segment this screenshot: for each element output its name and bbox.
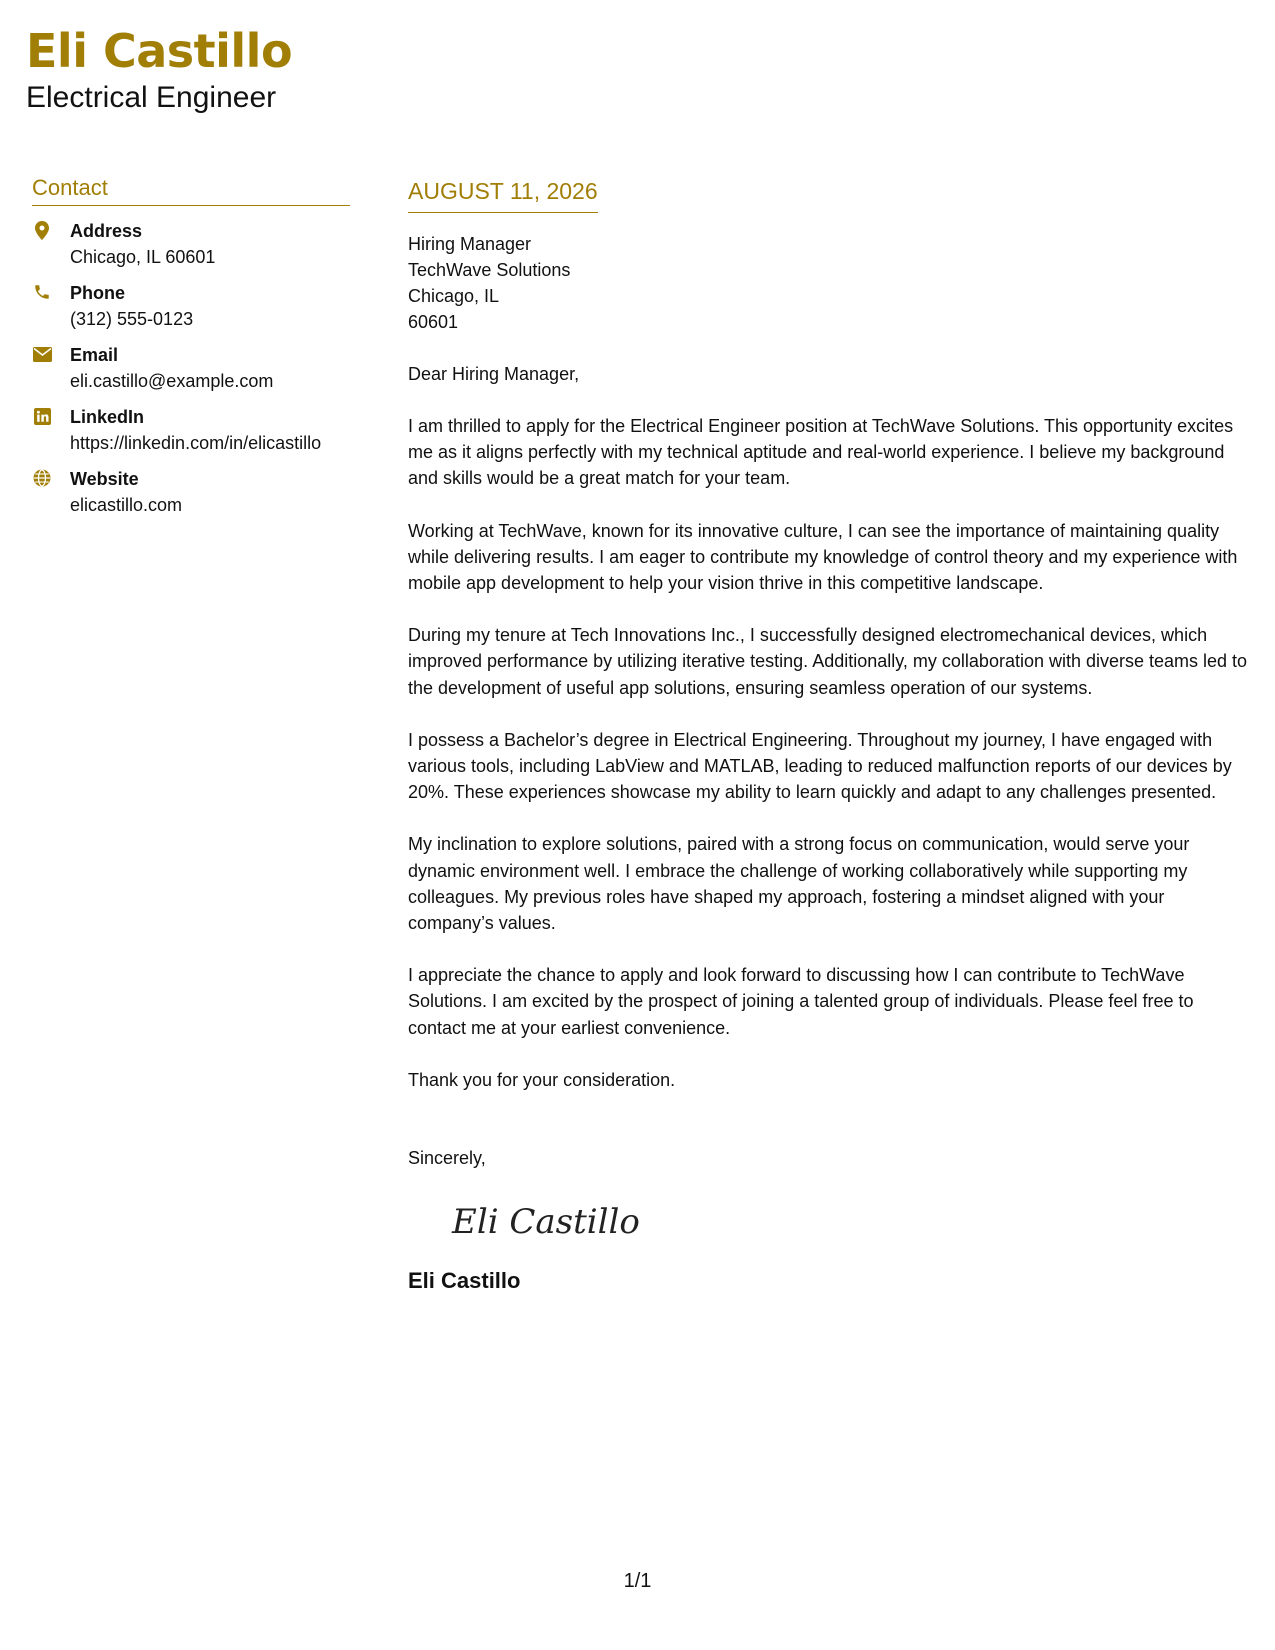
- website-link[interactable]: elicastillo.com: [70, 495, 183, 515]
- svg-text:Eli Castillo: Eli Castillo: [452, 1201, 640, 1242]
- letter-paragraph: I appreciate the chance to apply and look forward to discussing how I can contribute to TechWave Solutions. I am excited by the prospect of joining a talented group of individuals. Please feel free to contact me at your earliest convenience.: [408, 965, 1194, 1038]
- contact-item-linkedin: [32, 404, 350, 456]
- contact-label: LinkedIn: [70, 407, 145, 427]
- contact-label: Email: [70, 345, 119, 365]
- letter-paragraph: I am thrilled to apply for the Electrical Engineer position at TechWave Solutions. This opportunity excites me as it aligns perfectly with my technical aptitude and real-world experience. I believe my background and skills would be a great match for your team.: [408, 416, 1234, 489]
- contact-label: Phone: [70, 283, 126, 303]
- signature-image: [448, 1193, 648, 1253]
- applicant-job-title: Electrical Engineer: [26, 81, 277, 114]
- envelope-icon: [32, 344, 52, 364]
- recipient-block: [408, 231, 1248, 335]
- linkedin-link[interactable]: https://linkedin.com/in/elicastillo: [70, 433, 322, 453]
- salutation: Dear Hiring Manager,: [408, 364, 580, 384]
- contact-item-email: [32, 342, 350, 394]
- recipient-name: Hiring Manager: [408, 234, 532, 254]
- recipient-city: Chicago, IL: [408, 286, 500, 306]
- letter-paragraph: During my tenure at Tech Innovations Inc., I successfully designed electromechanical devices, which improved performance by utilizing iterative testing. Additionally, my collaboration with diverse teams led to the development of useful app solutions, ensuring seamless operation of our systems.: [408, 625, 1248, 698]
- contact-heading: Contact: [32, 174, 350, 206]
- globe-icon: [32, 468, 52, 488]
- address-value: Chicago, IL 60601: [70, 247, 216, 267]
- phone-icon: [32, 282, 52, 302]
- phone-value: (312) 555-0123: [70, 309, 194, 329]
- contact-sidebar: [32, 174, 350, 528]
- closing-line: Thank you for your consideration.: [408, 1069, 676, 1090]
- contact-item-phone: [32, 280, 350, 332]
- cover-letter-body: [408, 176, 1248, 1295]
- letter-date: AUGUST 11, 2026: [408, 176, 598, 213]
- recipient-company: TechWave Solutions: [408, 260, 571, 280]
- linkedin-icon: [32, 406, 52, 426]
- handwritten-signature: [448, 1193, 648, 1253]
- contact-item-address: [32, 218, 350, 270]
- resume-header: [26, 22, 292, 116]
- letter-paragraph: Working at TechWave, known for its innovative culture, I can see the importance of maintaining quality while delivering results. I am eager to contribute my knowledge of control theory and my experience with mobile app development to help your vision thrive in this competitive landscape.: [408, 520, 1238, 594]
- map-pin-icon: [32, 220, 52, 240]
- recipient-zip: 60601: [408, 312, 459, 332]
- email-link[interactable]: eli.castillo@example.com: [70, 371, 274, 391]
- sign-off: Sincerely,: [408, 1147, 486, 1168]
- signed-name: Eli Castillo: [408, 1267, 521, 1293]
- page-number: 1/1: [623, 1570, 652, 1592]
- contact-label: Website: [70, 469, 139, 489]
- contact-label: Address: [70, 221, 143, 241]
- applicant-name: Eli Castillo: [26, 24, 293, 78]
- contact-item-website: [32, 466, 350, 518]
- letter-paragraph: My inclination to explore solutions, paired with a strong focus on communication, would serve your dynamic environment well. I embrace the challenge of working collaboratively while supporting my colleagues. My previous roles have shaped my approach, fostering a mindset aligned with your company’s values.: [408, 834, 1190, 934]
- letter-paragraph: I possess a Bachelor’s degree in Electrical Engineering. Throughout my journey, I have engaged with various tools, including LabView and MATLAB, leading to reduced malfunction reports of our devices by 20%. These experiences showcase my ability to learn quickly and adapt to any challenges presented.: [408, 729, 1232, 803]
